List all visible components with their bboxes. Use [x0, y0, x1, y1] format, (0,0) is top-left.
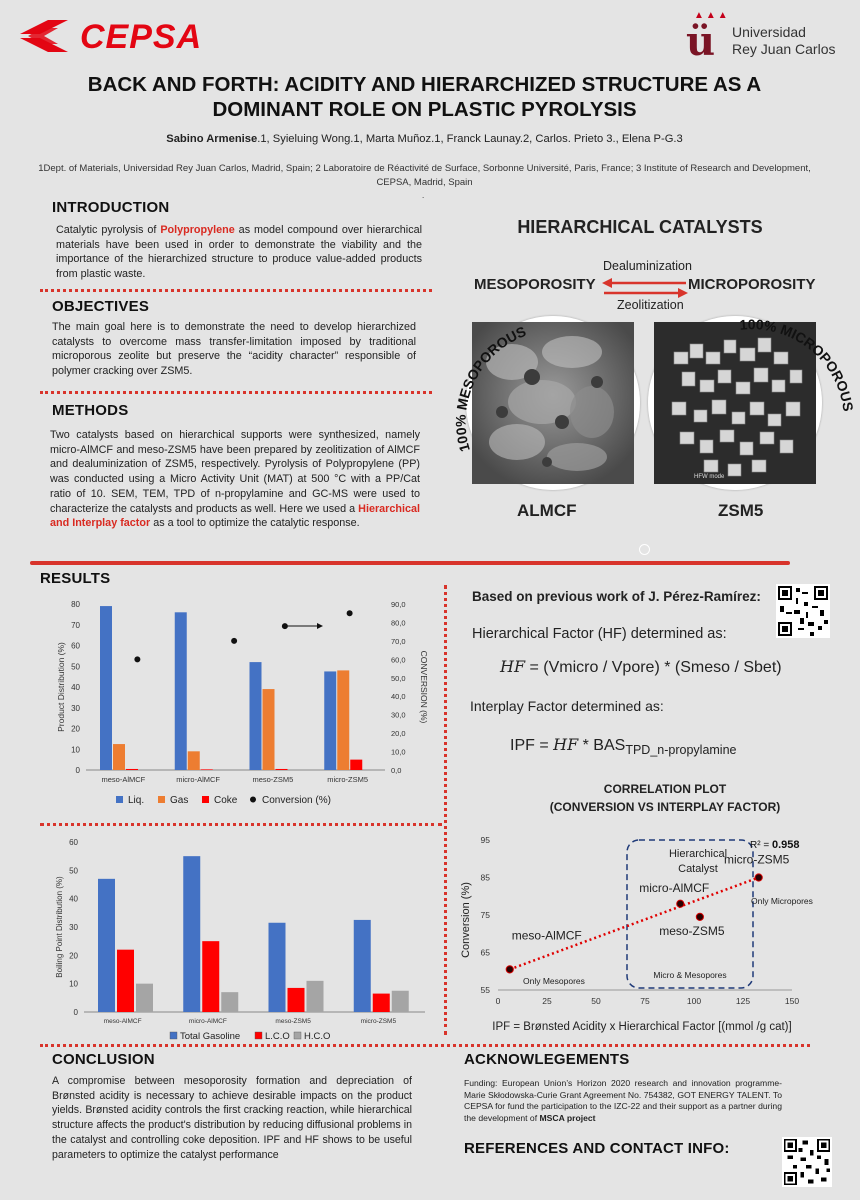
- y-tick-label: 65: [480, 947, 490, 958]
- bar-liq: [175, 612, 187, 770]
- x-tick-label: 0: [495, 996, 501, 1006]
- r2-label: R² = 0.958: [750, 839, 800, 851]
- legend-label: Gas: [170, 795, 189, 806]
- bar-hco: [392, 991, 409, 1012]
- acknowledgements-text: Funding: European Union’s Horizon 2020 research and innovation programme-Marie Skłodowska-Curie Grant Agreement No. 754382, GOT ENERGY TALENT. To CEPSA for fund the participation to the IZC-22 and their support as a partner during the development of MSCA project: [464, 1078, 782, 1123]
- x-axis-label: IPF = Brønsted Acidity x Hierarchical Factor [(mmol /g cat)]: [492, 1021, 792, 1033]
- data-point: [755, 874, 762, 881]
- bar-lco: [373, 994, 390, 1012]
- legend-swatch: [250, 797, 256, 803]
- legend-swatch: [202, 796, 209, 803]
- results-heading: RESULTS: [40, 570, 111, 587]
- bar-coke: [201, 769, 213, 770]
- introduction-text: Catalytic pyrolysis of Polypropylene as model compound over hierarchical materials have been used in order to demonstrate the viability and the importance of the hierarchized structure to produce value-added products from plastic waste.: [56, 224, 422, 281]
- y-tick-label: 50: [71, 662, 80, 672]
- affiliations: 1Dept. of Materials, Universidad Rey Juan Carlos, Madrid, Spain; 2 Laboratoire de Réactivité de Surface, Sorbonne Université, Paris, France; 3 Institute of Research and Development, CEPSA, Madrid, Spain: [38, 163, 811, 188]
- acknowledgements-heading: ACKNOWLEGEMENTS: [464, 1051, 630, 1068]
- methods-text: Two catalysts based on hierarchical supports were synthesized, namely micro-AlMCF and meso-ZSM5 have been prepared by zeolitization of AlMCF and dealuminization of ZSM5, respectively. Pyrolysis of Polypropylene (PP) was conducted using a Micro Activity Unit (MAT) at 500 °C with a PP/Cat ratio of 10. SEM, TEM, TPD of n-propylamine and GC-MS were used to characterize the catalysts and products as well. Here we used a Hierarchical and Interplay factor as a tool to optimize the catalytic response.: [50, 429, 420, 530]
- only-micropores-label: Only Micropores: [751, 896, 813, 906]
- hf-label: Hierarchical Factor (HF) determined as:: [472, 626, 727, 642]
- x-tick-label: meso-ZSM5: [275, 1018, 311, 1025]
- y-tick-label: 80: [71, 600, 80, 609]
- based-on-text: Based on previous work of J. Pérez-Ramírez:: [472, 589, 761, 604]
- legend-label: Liq.: [128, 795, 145, 806]
- ipf-label: Interplay Factor determined as:: [470, 698, 664, 714]
- boiling-point-chart: [40, 830, 440, 1045]
- conversion-point: [231, 638, 237, 644]
- bar-gas: [263, 689, 275, 770]
- y2-axis-label: CONVERSION (%): [419, 650, 429, 724]
- y2-tick-label: 20,0: [391, 729, 406, 739]
- legend-swatch: [116, 796, 123, 803]
- bar-liq: [100, 606, 112, 770]
- y-tick-label: 40: [71, 683, 80, 692]
- mesoporosity-label: MESOPOROSITY: [474, 276, 596, 293]
- cepsa-wings-icon: [18, 14, 74, 58]
- x-tick-label: 25: [542, 996, 552, 1006]
- y-tick-label: 20: [69, 951, 78, 961]
- methods-heading: METHODS: [52, 402, 129, 419]
- legend-swatch: [170, 1032, 177, 1039]
- x-tick-label: 100: [686, 996, 702, 1006]
- y2-tick-label: 90,0: [391, 600, 406, 609]
- microporous-arc-label: 100% MICROPOROUS: [738, 316, 857, 413]
- point-label: micro-AlMCF: [639, 880, 710, 895]
- legend-swatch: [294, 1032, 301, 1039]
- y-tick-label: 30: [71, 703, 80, 713]
- y-tick-label: 60: [71, 641, 80, 651]
- results-divider: [30, 561, 790, 565]
- y2-tick-label: 30,0: [391, 710, 406, 720]
- poster-title: BACK AND FORTH: ACIDITY AND HIERARCHIZED STRUCTURE AS A DOMINANT ROLE ON PLASTIC PYROLYSIS: [87, 73, 762, 121]
- y-tick-label: 85: [480, 872, 490, 883]
- divider-dotted-vertical: [444, 585, 447, 1035]
- urjc-logo: [686, 8, 846, 64]
- x-tick-label: micro-ZSM5: [327, 775, 369, 784]
- bar-coke: [276, 769, 288, 770]
- product-distribution-chart: [40, 590, 440, 815]
- conclusion-text: A compromise between mesoporosity formation and depreciation of Brønsted acidity is necessary to achieve desirable impacts on the product yields. Brønsted acidity controls the first cracking reaction, while hierarchical structure affects the product's distribution by reducing diffusional problems in the catalyst and controlling coke deposition. IPF and HF shows to be useful parameters to optimize the catalyst performance: [52, 1075, 412, 1161]
- small-circle-icon: [639, 544, 650, 555]
- bar-totalgasoline: [269, 923, 286, 1012]
- correlation-plot: [455, 830, 840, 1040]
- legend-label: Conversion (%): [262, 795, 331, 806]
- legend-label: L.C.O: [265, 1031, 290, 1042]
- bar-gas: [113, 744, 125, 770]
- bar-lco: [202, 941, 219, 1012]
- bar-totalgasoline: [98, 879, 115, 1012]
- legend-swatch: [158, 796, 165, 803]
- qr-code-icon[interactable]: [776, 584, 830, 638]
- y2-tick-label: 70,0: [391, 636, 406, 646]
- x-tick-label: 150: [784, 996, 800, 1006]
- x-tick-label: micro-ZSM5: [360, 1018, 397, 1025]
- objectives-heading: OBJECTIVES: [52, 298, 150, 315]
- point-label: meso-AlMCF: [511, 928, 582, 943]
- bar-hco: [221, 992, 238, 1012]
- y-tick-label: 20: [71, 724, 80, 734]
- legend-label: Coke: [214, 795, 238, 806]
- conversion-point: [134, 656, 140, 662]
- x-tick-label: micro-AlMCF: [188, 1018, 227, 1025]
- y-tick-label: 10: [71, 745, 80, 755]
- x-tick-label: meso-AlMCF: [103, 1018, 142, 1025]
- objectives-text: The main goal here is to demonstrate the need to develop hierarchized catalysts to overcome mass transfer-limitation imposed by traditional microporous zeolite but preserve the “acidity character” responsible of polymer cracking over ZSM5.: [52, 321, 416, 378]
- conclusion-heading: CONCLUSION: [52, 1051, 155, 1068]
- trend-arrow-head-icon: [317, 623, 323, 629]
- bar-gas: [188, 751, 200, 770]
- bar-lco: [117, 950, 134, 1012]
- only-mesopores-label: Only Mesopores: [523, 976, 585, 986]
- y-tick-label: 60: [69, 838, 78, 847]
- y2-tick-label: 0,0: [391, 766, 402, 775]
- y-tick-label: 30: [69, 923, 78, 932]
- y-tick-label: 10: [69, 979, 78, 989]
- cepsa-logo-text: CEPSA: [80, 18, 203, 56]
- y-tick-label: 50: [69, 866, 78, 876]
- y2-tick-label: 60,0: [391, 655, 406, 665]
- data-point: [506, 966, 513, 973]
- contact-qr-code-icon[interactable]: [782, 1137, 832, 1187]
- y-tick-label: 40: [69, 894, 78, 904]
- y-axis-label: Product Distribution (%): [56, 642, 66, 732]
- mesoporous-arc-label: 100% MESOPOROUS: [452, 323, 529, 454]
- box-title: Catalyst: [678, 863, 718, 875]
- x-tick-label: 75: [640, 996, 650, 1006]
- y-tick-label: 0: [73, 1008, 78, 1017]
- stray-dot: .: [422, 191, 425, 200]
- urjc-u-icon: ü: [686, 18, 716, 65]
- urjc-crown-icon: ▲▲▲: [694, 10, 730, 21]
- correlation-title: CORRELATION PLOT (CONVERSION VS INTERPLAY FACTOR): [549, 782, 781, 814]
- x-tick-label: meso-ZSM5: [252, 775, 294, 784]
- legend-label: Total Gasoline: [180, 1031, 241, 1042]
- y2-tick-label: 40,0: [391, 692, 406, 702]
- ipf-formula: IPF = HF * $BAS_{TPD\_n-propylamine}$: [510, 735, 737, 758]
- y2-tick-label: 80,0: [391, 618, 406, 628]
- divider-dotted: [40, 289, 432, 292]
- bar-coke: [350, 760, 362, 770]
- cepsa-logo: [18, 14, 218, 58]
- point-label: micro-ZSM5: [724, 852, 790, 867]
- divider-dotted: [40, 1044, 810, 1047]
- y-tick-label: 0: [75, 766, 80, 775]
- box-bottom-label: Micro & Mesopores: [653, 970, 727, 980]
- porosity-arc-labels: [440, 300, 860, 500]
- bar-liq: [250, 662, 262, 770]
- conversion-point: [347, 610, 353, 616]
- data-point: [677, 900, 684, 907]
- bar-totalgasoline: [354, 920, 371, 1012]
- y-tick-label: 75: [480, 910, 490, 920]
- zsm5-label: ZSM5: [718, 501, 764, 520]
- x-tick-label: 50: [591, 996, 601, 1006]
- sem-caption: HFW mode: [694, 474, 725, 480]
- bar-hco: [307, 981, 324, 1012]
- exchange-arrows-icon: [600, 276, 690, 300]
- urjc-name: Universidad Rey Juan Carlos: [732, 24, 836, 57]
- bar-totalgasoline: [183, 856, 200, 1012]
- bar-liq: [324, 671, 336, 770]
- microporosity-label: MICROPOROSITY: [688, 276, 816, 293]
- conversion-point: [282, 623, 288, 629]
- bar-hco: [136, 984, 153, 1012]
- y-tick-label: 55: [480, 985, 490, 995]
- bar-lco: [288, 988, 305, 1012]
- x-tick-label: 125: [735, 996, 751, 1006]
- legend-swatch: [255, 1032, 262, 1039]
- legend-label: H.C.O: [304, 1031, 331, 1042]
- references-heading: REFERENCES AND CONTACT INFO:: [464, 1140, 730, 1157]
- x-tick-label: meso-AlMCF: [101, 775, 146, 784]
- divider-dotted: [40, 823, 442, 826]
- data-point: [696, 913, 703, 920]
- box-title: Hierarchical: [668, 848, 728, 860]
- y2-tick-label: 50,0: [391, 673, 406, 683]
- x-tick-label: micro-AlMCF: [176, 775, 220, 784]
- y-tick-label: 70: [71, 620, 80, 630]
- introduction-heading: INTRODUCTION: [52, 199, 170, 216]
- bar-coke: [126, 769, 138, 770]
- dealuminization-label: Dealuminization: [603, 259, 692, 273]
- hf-formula: HF = (Vmicro / Vpore) * (Smeso / Sbet): [500, 657, 782, 676]
- y-axis-label: Boiling Point Distribution (%): [55, 876, 64, 978]
- y-tick-label: 95: [480, 835, 490, 845]
- y-axis-label: Conversion (%): [460, 882, 472, 958]
- authors: Sabino Armenise.1, Syieluing Wong.1, Marta Muñoz.1, Franck Launay.2, Carlos. Prieto 3., Elena P-G.3: [166, 133, 683, 145]
- hierarchical-title: HIERARCHICAL CATALYSTS: [517, 217, 763, 237]
- y2-tick-label: 10,0: [391, 747, 406, 757]
- point-label: meso-ZSM5: [659, 923, 725, 938]
- almcf-label: ALMCF: [517, 501, 577, 520]
- divider-dotted: [40, 391, 432, 394]
- bar-gas: [337, 670, 349, 770]
- zeolitization-label: Zeolitization: [617, 298, 684, 312]
